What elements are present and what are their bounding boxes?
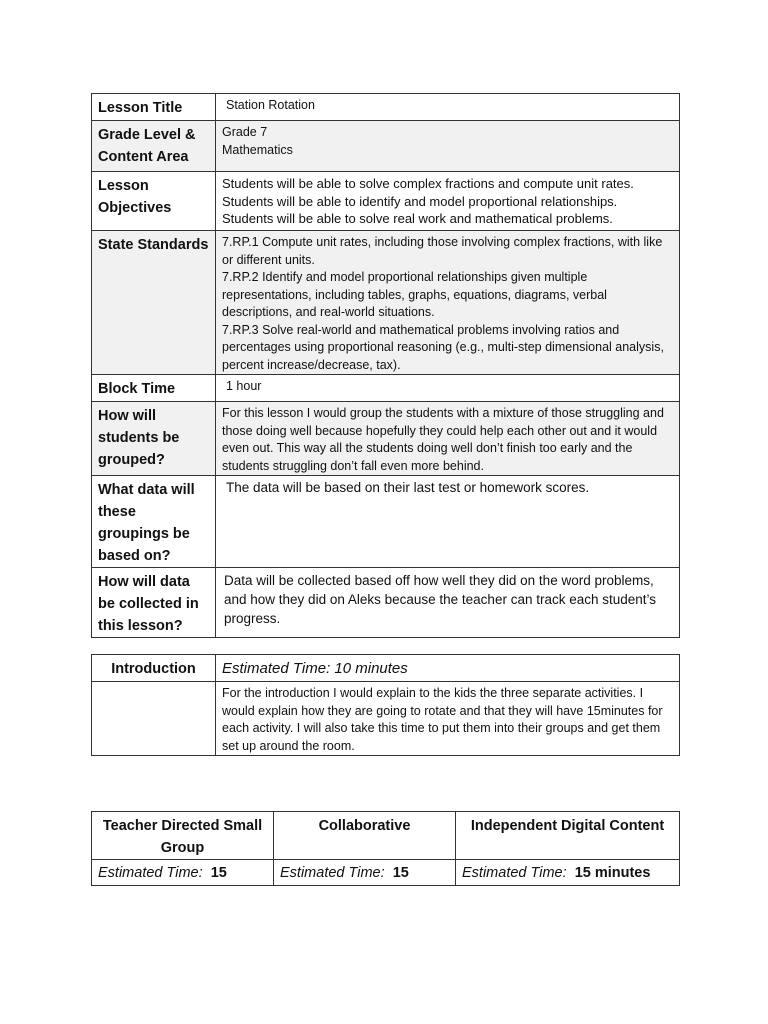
- label-block-time: Block Time: [92, 375, 216, 402]
- time-value-independent-digital: 15 minutes: [574, 865, 651, 881]
- time-value-teacher-directed: 15: [210, 865, 227, 881]
- value-block-time: 1 hour: [216, 375, 680, 402]
- value-lesson-objectives: Students will be able to solve complex fractions and compute unit rates. Students will be able to identify and model proportional relationships. Students will be able to solve real work and mathematical problems.: [222, 176, 634, 226]
- header-independent-digital: Independent Digital Content: [456, 812, 680, 860]
- introduction-label: Introduction: [92, 655, 216, 682]
- value-grouping-data: The data will be based on their last test or homework scores.: [216, 476, 680, 568]
- row-grouping-data: [92, 476, 680, 568]
- label-lesson-objectives: Lesson Objectives: [92, 172, 216, 231]
- label-grade-level: Grade Level & Content Area: [92, 121, 216, 172]
- value-state-standards: 7.RP.1 Compute unit rates, including those involving complex fractions, with like or different units. 7.RP.2 Identify and model proportional relationships given multiple representations, including tables, graphs, equations, diagrams, verbal descriptions, and real-world situations. 7.RP.3 Solve real-world and mathematical problems involving ratios and percentages using proportional reasoning (e.g., multi-step dimensional analysis, percent increase/decrease, tax).: [222, 235, 664, 372]
- row-grouping: [92, 402, 680, 476]
- time-teacher-directed: Estimated Time: 15: [92, 860, 274, 886]
- row-lesson-objectives: [92, 172, 680, 231]
- stations-table: [91, 811, 680, 886]
- value-grouping: For this lesson I would group the students with a mixture of those struggling and those doing well because hopefully they could help each other out and it would even out. This way all the students doing well don’t finish too early and the students struggling don’t fall even more behind.: [216, 402, 680, 476]
- introduction-table: [91, 654, 680, 756]
- row-state-standards: [92, 231, 680, 375]
- time-independent-digital: Estimated Time: 15 minutes: [456, 860, 680, 886]
- row-data-collection: [92, 568, 680, 638]
- value-data-collection: Data will be collected based off how well they did on the word problems, and how they did on Aleks because the teacher can track each student’s progress.: [216, 568, 680, 638]
- label-lesson-title: Lesson Title: [92, 94, 216, 121]
- row-stations-time: [92, 860, 680, 886]
- introduction-description: For the introduction I would explain to the kids the three separate activities. I would explain how they are going to rotate and that they will have 15minutes for each activity. I will also take this time to put them into their groups and get them set up around the room.: [216, 682, 680, 756]
- introduction-estimated-time: Estimated Time: 10 minutes: [216, 655, 680, 682]
- row-grade-level: [92, 121, 680, 172]
- label-state-standards: State Standards: [92, 231, 216, 375]
- time-value-collaborative: 15: [392, 865, 409, 881]
- lesson-overview-table: [91, 93, 680, 638]
- label-data-collection: How will data be collected in this lesson?: [92, 568, 216, 638]
- row-introduction-header: [92, 655, 680, 682]
- label-grouping-data: What data will these groupings be based on?: [92, 476, 216, 568]
- time-collaborative: Estimated Time: 15: [274, 860, 456, 886]
- value-grade-level: Grade 7 Mathematics: [222, 125, 293, 157]
- row-lesson-title: [92, 94, 680, 121]
- row-block-time: [92, 375, 680, 402]
- header-teacher-directed: Teacher Directed Small Group: [92, 812, 274, 860]
- row-stations-header: [92, 812, 680, 860]
- label-grouping: How will students be grouped?: [92, 402, 216, 476]
- row-introduction-body: [92, 682, 680, 756]
- header-collaborative: Collaborative: [274, 812, 456, 860]
- value-lesson-title: Station Rotation: [216, 94, 680, 121]
